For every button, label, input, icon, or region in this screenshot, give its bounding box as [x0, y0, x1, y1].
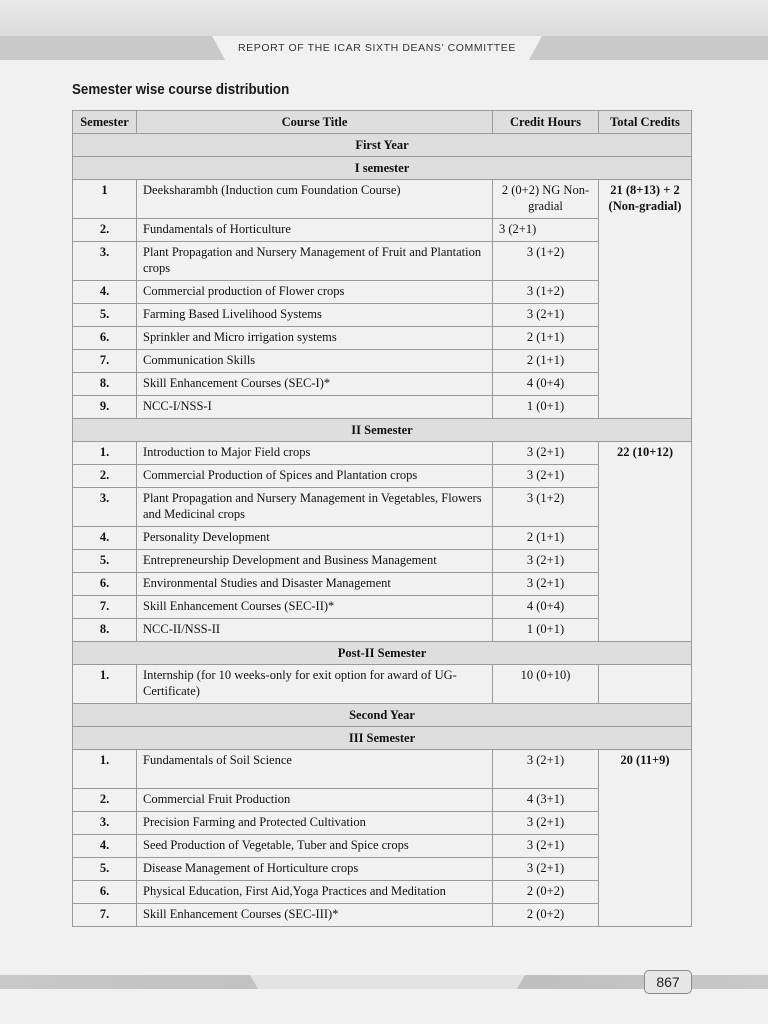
first-year-label: First Year: [73, 134, 692, 157]
course-title: Commercial Production of Spices and Plantation crops: [137, 465, 493, 488]
total-credits-sem2: 22 (10+12): [599, 442, 692, 642]
course-distribution-table: [72, 110, 692, 927]
course-title: Communication Skills: [137, 350, 493, 373]
course-title: NCC-I/NSS-I: [137, 396, 493, 419]
credit-hours: 3 (2+1): [493, 550, 599, 573]
credit-hours: 3 (2+1): [493, 750, 599, 789]
table-header-row: [73, 111, 692, 134]
credit-hours: 1 (0+1): [493, 396, 599, 419]
semester-label-post2: Post-II Semester: [73, 642, 692, 665]
second-year-label: Second Year: [73, 704, 692, 727]
semester-label-1: I semester: [73, 157, 692, 180]
credit-hours: 10 (0+10): [493, 665, 599, 704]
course-title: NCC-II/NSS-II: [137, 619, 493, 642]
course-title: Commercial production of Flower crops: [137, 281, 493, 304]
row-number: 9.: [73, 396, 137, 419]
row-number: 5.: [73, 304, 137, 327]
course-title: Entrepreneurship Development and Business Management: [137, 550, 493, 573]
course-title: Fundamentals of Soil Science: [137, 750, 493, 789]
row-number: 5.: [73, 858, 137, 881]
credit-hours: 3 (2+1): [493, 465, 599, 488]
year-band-first: [73, 134, 692, 157]
course-title: Internship (for 10 weeks-only for exit option for award of UG-Certificate): [137, 665, 493, 704]
total-credits-sem1: 21 (8+13) + 2 (Non-gradial): [599, 180, 692, 419]
credit-hours: 3 (1+2): [493, 488, 599, 527]
year-band-second: [73, 704, 692, 727]
credit-hours: 2 (0+2): [493, 904, 599, 927]
course-title: Skill Enhancement Courses (SEC-I)*: [137, 373, 493, 396]
credit-hours: 2 (0+2): [493, 881, 599, 904]
row-number: 7.: [73, 596, 137, 619]
row-number: 4.: [73, 835, 137, 858]
page-number: 867: [644, 970, 692, 994]
column-header-credit-hours: Credit Hours: [493, 111, 599, 134]
column-header-course-title: Course Title: [137, 111, 493, 134]
semester-band-post2: [73, 642, 692, 665]
table-row: [73, 442, 692, 465]
course-title: Personality Development: [137, 527, 493, 550]
row-number: 3.: [73, 488, 137, 527]
row-number: 1: [73, 180, 137, 219]
credit-hours: 4 (3+1): [493, 789, 599, 812]
credit-hours: 3 (2+1): [493, 812, 599, 835]
footer-notch: [250, 975, 525, 989]
row-number: 1.: [73, 750, 137, 789]
row-number: 2.: [73, 789, 137, 812]
course-title: Plant Propagation and Nursery Management of Fruit and Plantation crops: [137, 242, 493, 281]
course-title: Precision Farming and Protected Cultivation: [137, 812, 493, 835]
row-number: 3.: [73, 812, 137, 835]
course-title: Plant Propagation and Nursery Management in Vegetables, Flowers and Medicinal crops: [137, 488, 493, 527]
credit-hours: 3 (2+1): [493, 219, 599, 242]
column-header-semester: Semester: [73, 111, 137, 134]
course-title: Introduction to Major Field crops: [137, 442, 493, 465]
course-title: Fundamentals of Horticulture: [137, 219, 493, 242]
semester-label-3: III Semester: [73, 727, 692, 750]
credit-hours: 1 (0+1): [493, 619, 599, 642]
row-number: 8.: [73, 373, 137, 396]
credit-hours: 3 (2+1): [493, 835, 599, 858]
row-number: 4.: [73, 281, 137, 304]
row-number: 6.: [73, 573, 137, 596]
semester-band-1: [73, 157, 692, 180]
credit-hours: 3 (2+1): [493, 442, 599, 465]
credit-hours: 2 (1+1): [493, 527, 599, 550]
course-title: Skill Enhancement Courses (SEC-II)*: [137, 596, 493, 619]
credit-hours: 2 (0+2) NG Non-gradial: [493, 180, 599, 219]
page-top-strip: [0, 0, 768, 36]
row-number: 6.: [73, 881, 137, 904]
course-title: Disease Management of Horticulture crops: [137, 858, 493, 881]
credit-hours: 2 (1+1): [493, 327, 599, 350]
credit-hours: 4 (0+4): [493, 596, 599, 619]
course-title: Skill Enhancement Courses (SEC-III)*: [137, 904, 493, 927]
table-row: [73, 180, 692, 219]
row-number: 1.: [73, 442, 137, 465]
course-title: Seed Production of Vegetable, Tuber and Spice crops: [137, 835, 493, 858]
course-title: Sprinkler and Micro irrigation systems: [137, 327, 493, 350]
semester-label-2: II Semester: [73, 419, 692, 442]
course-title: Farming Based Livelihood Systems: [137, 304, 493, 327]
credit-hours: 2 (1+1): [493, 350, 599, 373]
semester-band-2: [73, 419, 692, 442]
row-number: 2.: [73, 219, 137, 242]
row-number: 1.: [73, 665, 137, 704]
row-number: 5.: [73, 550, 137, 573]
table-row: [73, 750, 692, 789]
section-title: Semester wise course distribution: [72, 82, 290, 98]
credit-hours: 3 (2+1): [493, 304, 599, 327]
table-row: [73, 665, 692, 704]
running-header: REPORT OF THE ICAR SIXTH DEANS’ COMMITTEE: [238, 42, 516, 54]
credit-hours: 3 (1+2): [493, 242, 599, 281]
course-title: Deeksharambh (Induction cum Foundation Course): [137, 180, 493, 219]
course-title: Commercial Fruit Production: [137, 789, 493, 812]
row-number: 3.: [73, 242, 137, 281]
total-credits-sem3: 20 (11+9): [599, 750, 692, 927]
course-title: Environmental Studies and Disaster Management: [137, 573, 493, 596]
credit-hours: 3 (1+2): [493, 281, 599, 304]
credit-hours: 4 (0+4): [493, 373, 599, 396]
credit-hours: 3 (2+1): [493, 858, 599, 881]
row-number: 7.: [73, 350, 137, 373]
course-title: Physical Education, First Aid,Yoga Practices and Meditation: [137, 881, 493, 904]
credit-hours: 3 (2+1): [493, 573, 599, 596]
row-number: 8.: [73, 619, 137, 642]
total-credits-post2: [599, 665, 692, 704]
row-number: 6.: [73, 327, 137, 350]
column-header-total-credits: Total Credits: [599, 111, 692, 134]
row-number: 2.: [73, 465, 137, 488]
row-number: 7.: [73, 904, 137, 927]
semester-band-3: [73, 727, 692, 750]
row-number: 4.: [73, 527, 137, 550]
